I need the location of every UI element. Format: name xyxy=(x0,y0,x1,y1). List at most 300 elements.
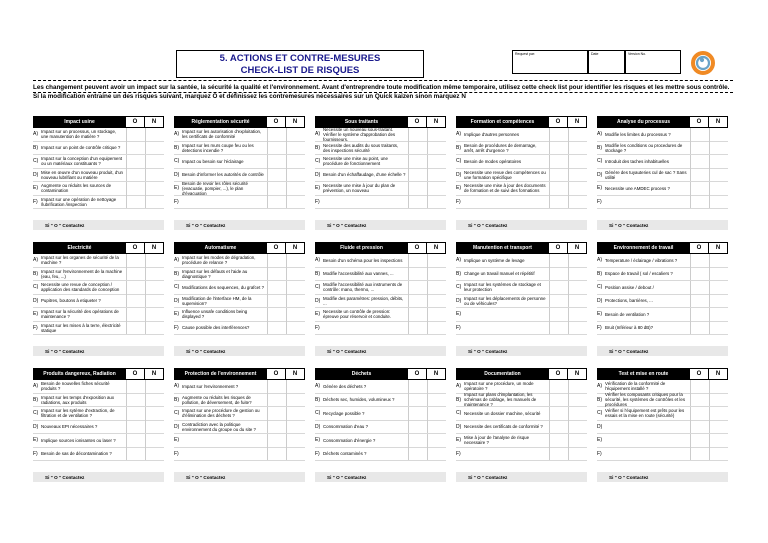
item-text: Déchets sec, humides, volumineux ? xyxy=(323,397,395,403)
o-checkbox[interactable] xyxy=(408,128,427,141)
n-checkbox[interactable] xyxy=(568,393,587,406)
checklist-card xyxy=(33,368,164,482)
item-letter: C) xyxy=(174,158,180,165)
o-checkbox[interactable] xyxy=(267,321,286,334)
item-text: Necessite un contrôle de pression: épreuve pour réservoir et conduite. xyxy=(323,309,392,320)
instruction-line-1: Les changement peuvent avoir un impact sur la santée, la sécurité la qualité et l'environnement. Avant d'entreprendre toute modification même temporaire, utilisez cette check list pour identifier les risques et les mettre sous contrôle. xyxy=(33,84,730,91)
n-checkbox[interactable] xyxy=(709,128,728,141)
item-text: Espace de travail ( sol / escaliers ? xyxy=(605,271,673,277)
n-checkbox[interactable] xyxy=(709,380,728,393)
version-field[interactable]: Version No. xyxy=(625,50,681,74)
item-letter: C) xyxy=(174,284,180,291)
o-checkbox[interactable] xyxy=(267,294,286,307)
n-checkbox[interactable] xyxy=(427,407,446,420)
n-checkbox[interactable] xyxy=(709,195,728,208)
request-field[interactable]: Request par: xyxy=(512,50,588,74)
n-checkbox[interactable] xyxy=(568,294,587,307)
n-checkbox[interactable] xyxy=(286,267,305,280)
n-checkbox[interactable] xyxy=(427,254,446,267)
item-text: Necessite un nouveau sous-traitant. Vérifier le système d'approbation des fournisseurs. xyxy=(323,126,396,142)
o-checkbox[interactable] xyxy=(267,128,286,141)
n-checkbox[interactable] xyxy=(286,308,305,321)
n-checkbox[interactable] xyxy=(145,267,164,280)
n-checkbox[interactable] xyxy=(286,321,305,334)
checklist-item xyxy=(597,281,728,295)
checklist-item xyxy=(597,448,728,462)
n-checkbox[interactable] xyxy=(145,195,164,208)
o-checkbox[interactable] xyxy=(408,447,427,460)
item-letter: F) xyxy=(597,198,602,205)
o-checkbox[interactable] xyxy=(126,308,145,321)
o-checkbox[interactable] xyxy=(267,141,286,154)
o-checkbox[interactable] xyxy=(549,294,568,307)
n-checkbox[interactable] xyxy=(709,168,728,181)
n-checkbox[interactable] xyxy=(427,141,446,154)
item-letter: E) xyxy=(597,437,602,444)
o-checkbox[interactable] xyxy=(549,420,568,433)
item-text: Déchets contaminés ? xyxy=(323,451,367,457)
o-checkbox[interactable] xyxy=(267,168,286,181)
n-checkbox[interactable] xyxy=(709,182,728,195)
item-letter: A) xyxy=(33,383,38,390)
o-column-header: O xyxy=(689,243,708,253)
checklist-card xyxy=(315,368,446,482)
item-letter: B) xyxy=(174,396,179,403)
o-checkbox[interactable] xyxy=(267,380,286,393)
card-header xyxy=(456,368,587,380)
o-checkbox[interactable] xyxy=(408,308,427,321)
o-checkbox[interactable] xyxy=(126,254,145,267)
n-checkbox[interactable] xyxy=(568,447,587,460)
o-checkbox[interactable] xyxy=(267,267,286,280)
n-checkbox[interactable] xyxy=(427,168,446,181)
n-checkbox[interactable] xyxy=(145,447,164,460)
item-letter: F) xyxy=(456,198,461,205)
item-text: Vérifier si l'équipement est prêts pour les essais et la mise en route (sécurité) xyxy=(605,408,685,419)
o-checkbox[interactable] xyxy=(126,168,145,181)
card-header xyxy=(33,116,164,128)
o-checkbox[interactable] xyxy=(690,447,709,460)
n-checkbox[interactable] xyxy=(286,447,305,460)
item-text: Modifie des paramètres: pression, débits, ... xyxy=(323,295,404,306)
o-checkbox[interactable] xyxy=(408,434,427,447)
n-checkbox[interactable] xyxy=(568,128,587,141)
checklist-item xyxy=(597,394,728,408)
title-line-1: 5. ACTIONS ET CONTRE-MESURES xyxy=(219,53,381,64)
checklist-row xyxy=(33,116,737,230)
n-checkbox[interactable] xyxy=(286,407,305,420)
o-checkbox[interactable] xyxy=(267,420,286,433)
n-checkbox[interactable] xyxy=(709,254,728,267)
o-checkbox[interactable] xyxy=(267,308,286,321)
o-checkbox[interactable] xyxy=(408,281,427,294)
checklist-item xyxy=(315,155,446,169)
o-checkbox[interactable] xyxy=(126,420,145,433)
card-title: Formation et compétences xyxy=(457,117,548,127)
n-checkbox[interactable] xyxy=(286,155,305,168)
n-checkbox[interactable] xyxy=(427,128,446,141)
o-checkbox[interactable] xyxy=(408,407,427,420)
item-letter: E) xyxy=(456,437,461,444)
n-checkbox[interactable] xyxy=(427,447,446,460)
o-checkbox[interactable] xyxy=(690,407,709,420)
item-letter: B) xyxy=(456,144,461,151)
n-checkbox[interactable] xyxy=(709,294,728,307)
o-checkbox[interactable] xyxy=(126,321,145,334)
o-checkbox[interactable] xyxy=(690,393,709,406)
n-checkbox[interactable] xyxy=(286,141,305,154)
n-checkbox[interactable] xyxy=(286,393,305,406)
instructions xyxy=(33,80,733,101)
n-checkbox[interactable] xyxy=(145,380,164,393)
n-checkbox[interactable] xyxy=(427,420,446,433)
item-letter: F) xyxy=(597,450,602,457)
checklist-card xyxy=(174,368,305,482)
n-checkbox[interactable] xyxy=(709,155,728,168)
o-checkbox[interactable] xyxy=(126,434,145,447)
o-checkbox[interactable] xyxy=(690,281,709,294)
item-text: Impact sur la conception d'un equipement ou un matériaux constituants ? xyxy=(41,156,123,167)
o-checkbox[interactable] xyxy=(549,254,568,267)
n-checkbox[interactable] xyxy=(286,128,305,141)
date-field[interactable]: Date xyxy=(588,50,625,74)
item-letter: F) xyxy=(174,324,179,331)
item-text: Modifications des sequences, du grafcet ? xyxy=(182,284,265,290)
item-text: Implique un système de levage xyxy=(464,257,525,263)
o-checkbox[interactable] xyxy=(690,155,709,168)
o-checkbox[interactable] xyxy=(549,267,568,280)
card-title: Environnement de travail xyxy=(598,243,689,253)
item-text: Necessite une mise au point, une procédure de fonctionnement xyxy=(323,156,388,167)
item-letter: D) xyxy=(174,423,180,430)
o-checkbox[interactable] xyxy=(549,447,568,460)
o-checkbox[interactable] xyxy=(690,434,709,447)
card-title: Produits dangereux, Radiation xyxy=(34,369,125,379)
o-checkbox[interactable] xyxy=(549,195,568,208)
o-checkbox[interactable] xyxy=(126,447,145,460)
n-checkbox[interactable] xyxy=(568,434,587,447)
item-letter: D) xyxy=(315,171,321,178)
o-checkbox[interactable] xyxy=(690,321,709,334)
card-header xyxy=(174,368,305,380)
o-checkbox[interactable] xyxy=(408,294,427,307)
n-checkbox[interactable] xyxy=(286,380,305,393)
o-checkbox[interactable] xyxy=(126,267,145,280)
item-text: Augmente ou réduits les sources de contamination xyxy=(41,183,112,194)
item-letter: C) xyxy=(315,284,321,291)
item-text: Necessite une revue des compétences ou une formation spécifique xyxy=(464,169,546,180)
n-checkbox[interactable] xyxy=(286,420,305,433)
o-checkbox[interactable] xyxy=(690,128,709,141)
n-checkbox[interactable] xyxy=(568,380,587,393)
item-text: Impact sur les temps d'exposition aux radiations, aux produits xyxy=(41,394,115,405)
contact-footer: Si " O " Contactez xyxy=(456,346,587,356)
item-letter: D) xyxy=(315,297,321,304)
n-checkbox[interactable] xyxy=(568,321,587,334)
n-checkbox[interactable] xyxy=(568,168,587,181)
n-checkbox[interactable] xyxy=(145,254,164,267)
o-checkbox[interactable] xyxy=(549,380,568,393)
checklist-item xyxy=(33,169,164,183)
item-text: Vérification de la conformité de l'équipement installé ? xyxy=(605,381,666,392)
card-title: Réglementation sécurité xyxy=(175,117,266,127)
o-checkbox[interactable] xyxy=(126,281,145,294)
n-checkbox[interactable] xyxy=(427,294,446,307)
n-checkbox[interactable] xyxy=(568,281,587,294)
checklist-item xyxy=(597,308,728,322)
checklist-item xyxy=(174,394,305,408)
n-checkbox[interactable] xyxy=(286,294,305,307)
n-checkbox[interactable] xyxy=(427,281,446,294)
n-checkbox[interactable] xyxy=(427,195,446,208)
o-checkbox[interactable] xyxy=(126,128,145,141)
o-checkbox[interactable] xyxy=(408,168,427,181)
item-text: Modification de l'interface HM, de la supervision? xyxy=(182,295,252,306)
item-text: Implique d'autres personnes xyxy=(464,131,520,137)
n-checkbox[interactable] xyxy=(145,182,164,195)
item-text: Besoin d'informer les autorités de contrôle xyxy=(182,172,264,178)
n-checkbox[interactable] xyxy=(145,321,164,334)
checklist-row xyxy=(33,368,737,482)
checklist-item xyxy=(33,380,164,394)
n-checkbox[interactable] xyxy=(145,155,164,168)
n-checkbox[interactable] xyxy=(568,182,587,195)
n-checkbox[interactable] xyxy=(568,267,587,280)
n-checkbox[interactable] xyxy=(145,128,164,141)
card-title: Fluide et pression xyxy=(316,243,407,253)
o-checkbox[interactable] xyxy=(690,141,709,154)
item-text: Change un travail manuel et répétitif xyxy=(464,271,535,277)
o-checkbox[interactable] xyxy=(126,407,145,420)
o-checkbox[interactable] xyxy=(549,281,568,294)
o-checkbox[interactable] xyxy=(126,195,145,208)
o-checkbox[interactable] xyxy=(126,393,145,406)
item-text: Necessite une AMDEC process ? xyxy=(605,185,670,191)
item-text: Impact sur l'environnement ? xyxy=(182,383,239,389)
item-text: Modifie les limites du processus ? xyxy=(605,131,671,137)
card-header xyxy=(456,116,587,128)
o-checkbox[interactable] xyxy=(267,254,286,267)
n-checkbox[interactable] xyxy=(286,254,305,267)
n-checkbox[interactable] xyxy=(145,420,164,433)
n-checkbox[interactable] xyxy=(286,182,305,195)
item-text: Introduit des taches inhabituelles xyxy=(605,158,669,164)
item-letter: F) xyxy=(174,450,179,457)
o-checkbox[interactable] xyxy=(408,141,427,154)
n-checkbox[interactable] xyxy=(145,434,164,447)
n-checkbox[interactable] xyxy=(427,380,446,393)
n-checkbox[interactable] xyxy=(145,168,164,181)
o-checkbox[interactable] xyxy=(549,308,568,321)
card-header xyxy=(33,368,164,380)
o-checkbox[interactable] xyxy=(549,407,568,420)
o-checkbox[interactable] xyxy=(267,195,286,208)
item-text: Influence unsafe conditions being displayed ? xyxy=(182,309,248,320)
checklist-item xyxy=(456,128,587,142)
checklist-item xyxy=(456,421,587,435)
o-checkbox[interactable] xyxy=(267,155,286,168)
n-checkbox[interactable] xyxy=(709,281,728,294)
item-text: Augmente ou réduits les risques de pollution, de déversement, de fuite? xyxy=(182,394,252,405)
card-header xyxy=(597,368,728,380)
item-letter: D) xyxy=(597,297,603,304)
n-checkbox[interactable] xyxy=(427,434,446,447)
item-letter: C) xyxy=(456,158,462,165)
o-checkbox[interactable] xyxy=(267,447,286,460)
o-checkbox[interactable] xyxy=(408,393,427,406)
card-title: Protection de l'environnement xyxy=(175,369,266,379)
item-text: Modifie les conditions ou procedures de stockage ? xyxy=(605,142,683,153)
o-checkbox[interactable] xyxy=(267,182,286,195)
n-checkbox[interactable] xyxy=(427,308,446,321)
o-checkbox[interactable] xyxy=(549,434,568,447)
item-text: Consommation d'énergie ? xyxy=(323,437,376,443)
n-checkbox[interactable] xyxy=(427,182,446,195)
n-checkbox[interactable] xyxy=(145,281,164,294)
n-checkbox[interactable] xyxy=(427,393,446,406)
n-checkbox[interactable] xyxy=(145,393,164,406)
o-checkbox[interactable] xyxy=(126,182,145,195)
item-letter: F) xyxy=(315,198,320,205)
checklist-item xyxy=(174,155,305,169)
item-text: Besoin de modes opératoires xyxy=(464,158,522,164)
n-checkbox[interactable] xyxy=(286,281,305,294)
o-checkbox[interactable] xyxy=(126,155,145,168)
o-checkbox[interactable] xyxy=(267,434,286,447)
n-checkbox[interactable] xyxy=(568,254,587,267)
n-checkbox[interactable] xyxy=(568,141,587,154)
o-checkbox[interactable] xyxy=(549,393,568,406)
n-checkbox[interactable] xyxy=(145,141,164,154)
item-text: Impact sur un processus, un stockage, une manutention de matière ? xyxy=(41,129,117,140)
item-letter: E) xyxy=(315,311,320,318)
o-checkbox[interactable] xyxy=(690,420,709,433)
o-checkbox[interactable] xyxy=(408,321,427,334)
o-checkbox[interactable] xyxy=(408,420,427,433)
checklist-item xyxy=(174,308,305,322)
item-letter: C) xyxy=(597,284,603,291)
checklist-card xyxy=(33,116,164,230)
o-checkbox[interactable] xyxy=(690,182,709,195)
item-letter: D) xyxy=(33,171,39,178)
o-checkbox[interactable] xyxy=(126,294,145,307)
item-letter: A) xyxy=(597,383,602,390)
card-title: Déchets xyxy=(316,369,407,379)
o-checkbox[interactable] xyxy=(690,168,709,181)
o-checkbox[interactable] xyxy=(690,195,709,208)
card-header xyxy=(456,242,587,254)
item-text: Impact sur les déplacements de personne ou de véhicules? xyxy=(464,295,546,306)
o-checkbox[interactable] xyxy=(267,281,286,294)
contact-footer: Si " O " Contactez xyxy=(33,472,164,482)
n-checkbox[interactable] xyxy=(709,267,728,280)
o-checkbox[interactable] xyxy=(408,155,427,168)
n-checkbox[interactable] xyxy=(709,420,728,433)
item-letter: A) xyxy=(597,131,602,138)
o-checkbox[interactable] xyxy=(408,182,427,195)
o-checkbox[interactable] xyxy=(408,267,427,280)
o-checkbox[interactable] xyxy=(690,294,709,307)
o-checkbox[interactable] xyxy=(126,380,145,393)
checklist-item xyxy=(174,182,305,196)
item-text: Recyclage possible ? xyxy=(323,410,365,416)
n-checkbox[interactable] xyxy=(286,434,305,447)
o-column-header: O xyxy=(548,117,567,127)
o-checkbox[interactable] xyxy=(549,141,568,154)
o-checkbox[interactable] xyxy=(690,254,709,267)
checklist-item xyxy=(33,128,164,142)
item-letter: B) xyxy=(315,144,320,151)
o-checkbox[interactable] xyxy=(408,254,427,267)
n-checkbox[interactable] xyxy=(145,294,164,307)
n-column-header: N xyxy=(426,117,445,127)
n-checkbox[interactable] xyxy=(709,393,728,406)
n-checkbox[interactable] xyxy=(568,195,587,208)
n-checkbox[interactable] xyxy=(145,407,164,420)
checklist-item xyxy=(597,182,728,196)
item-letter: F) xyxy=(456,450,461,457)
item-letter: E) xyxy=(174,185,179,192)
checklist-item xyxy=(174,380,305,394)
checklist-item xyxy=(315,421,446,435)
n-checkbox[interactable] xyxy=(709,447,728,460)
checklist-item xyxy=(597,155,728,169)
o-checkbox[interactable] xyxy=(549,155,568,168)
n-checkbox[interactable] xyxy=(709,308,728,321)
n-checkbox[interactable] xyxy=(286,195,305,208)
item-letter: E) xyxy=(315,185,320,192)
n-checkbox[interactable] xyxy=(709,141,728,154)
checklist-item xyxy=(174,295,305,309)
o-checkbox[interactable] xyxy=(549,321,568,334)
n-checkbox[interactable] xyxy=(709,321,728,334)
o-checkbox[interactable] xyxy=(690,267,709,280)
o-checkbox[interactable] xyxy=(126,141,145,154)
o-checkbox[interactable] xyxy=(690,380,709,393)
o-checkbox[interactable] xyxy=(549,168,568,181)
n-checkbox[interactable] xyxy=(568,308,587,321)
checklist-item xyxy=(315,254,446,268)
n-checkbox[interactable] xyxy=(709,407,728,420)
item-text: Mise à jour de l'analyse de risque necessaire ? xyxy=(464,435,530,446)
n-checkbox[interactable] xyxy=(286,168,305,181)
item-text: Impact sur plans d'implantation, les schémas de cablage, les manuels de maintenance ? xyxy=(464,392,537,408)
n-checkbox[interactable] xyxy=(709,434,728,447)
n-checkbox[interactable] xyxy=(568,407,587,420)
o-checkbox[interactable] xyxy=(267,407,286,420)
item-letter: D) xyxy=(33,423,39,430)
n-checkbox[interactable] xyxy=(568,155,587,168)
o-checkbox[interactable] xyxy=(549,128,568,141)
o-checkbox[interactable] xyxy=(408,195,427,208)
item-letter: D) xyxy=(174,171,180,178)
n-checkbox[interactable] xyxy=(427,155,446,168)
o-checkbox[interactable] xyxy=(408,380,427,393)
checklist-card xyxy=(33,242,164,356)
o-checkbox[interactable] xyxy=(549,182,568,195)
checklist-card xyxy=(315,116,446,230)
o-checkbox[interactable] xyxy=(267,393,286,406)
o-checkbox[interactable] xyxy=(690,308,709,321)
company-logo-icon xyxy=(690,51,716,75)
n-checkbox[interactable] xyxy=(427,321,446,334)
card-title: Test et mise en route xyxy=(598,369,689,379)
checklist-item xyxy=(174,142,305,156)
n-checkbox[interactable] xyxy=(568,420,587,433)
n-checkbox[interactable] xyxy=(145,308,164,321)
item-letter: E) xyxy=(174,311,179,318)
n-checkbox[interactable] xyxy=(427,267,446,280)
